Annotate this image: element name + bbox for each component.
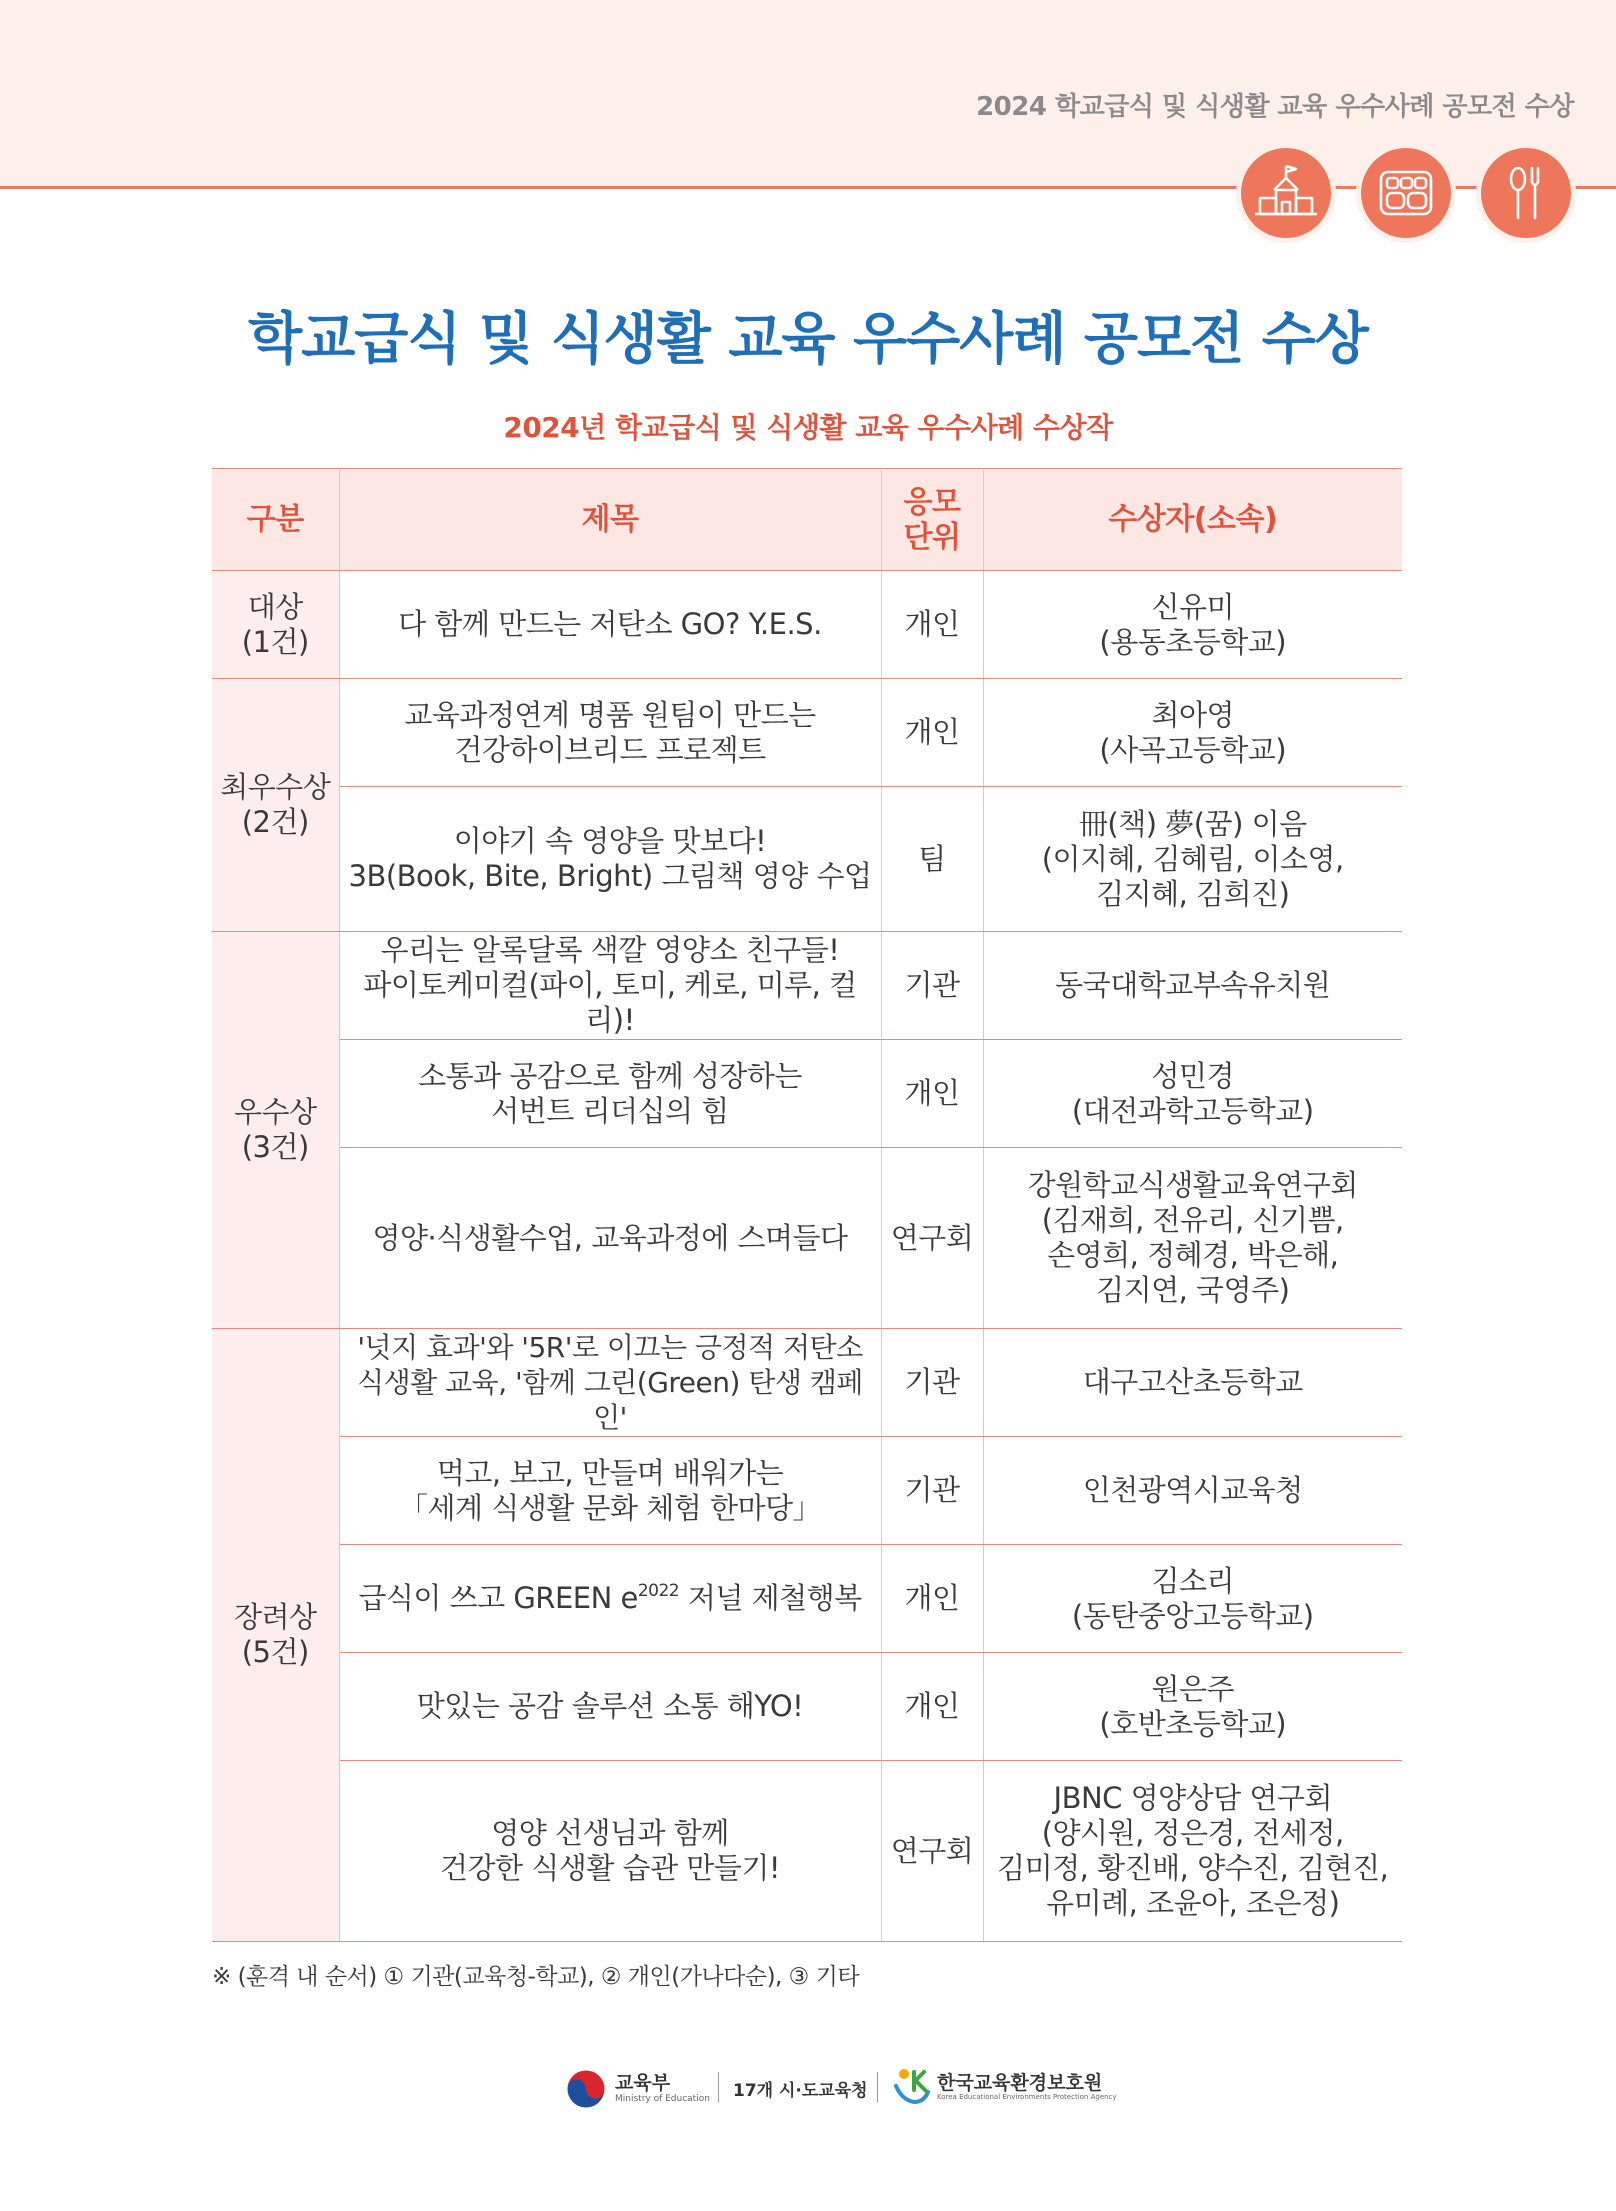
moe-taegeuk-icon <box>565 2068 607 2110</box>
award-title: 맛있는 공감 솔루션 소통 해YO! <box>339 1653 881 1761</box>
table-row <box>212 1040 1402 1148</box>
ordering-note: ※ (훈격 내 순서) ① 기관(교육청-학교), ② 개인(가나다순), ③ 기타 <box>212 1964 860 1990</box>
award-title: 우리는 알록달록 색깔 영양소 친구들! 파이토케미컬(파이, 토미, 케로, 미루, 컬리)! <box>339 932 881 1040</box>
entry-unit: 연구회 <box>881 1148 983 1329</box>
award-title: 먹고, 보고, 만들며 배워가는 「세계 식생활 문화 체험 한마당」 <box>339 1437 881 1545</box>
entry-unit: 개인 <box>881 679 983 787</box>
award-winner: 인천광역시교육청 <box>983 1437 1402 1545</box>
award-title: 영양 선생님과 함께 건강한 식생활 습관 만들기! <box>339 1761 881 1942</box>
table-row <box>212 1545 1402 1653</box>
table-row <box>212 571 1402 679</box>
footer-education-offices: 17개 시·도교육청 <box>733 2081 868 2101</box>
table-row <box>212 932 1402 1040</box>
entry-unit: 연구회 <box>881 1761 983 1942</box>
category-cell-usu: 우수상 (3건) <box>212 932 339 1329</box>
award-winner: 신유미 (용동초등학교) <box>983 571 1402 679</box>
award-winner: 성민경 (대전과학고등학교) <box>983 1040 1402 1148</box>
table-header-row <box>212 469 1402 571</box>
entry-unit: 개인 <box>881 1545 983 1653</box>
award-winner: JBNC 영양상담 연구회 (양시원, 정은경, 전세정, 김미정, 황진배, 양수진, 김현진, 유미례, 조윤아, 조은정) <box>983 1761 1402 1942</box>
footer-divider <box>877 2072 878 2102</box>
table-row <box>212 1329 1402 1437</box>
award-winner: 대구고산초등학교 <box>983 1329 1402 1437</box>
moe-subtitle: Ministry of Education <box>615 2094 710 2104</box>
entry-unit: 기관 <box>881 932 983 1040</box>
award-title-main: 급식이 쓰고 GREEN e <box>358 1581 638 1615</box>
award-title: 영양·식생활수업, 교육과정에 스며들다 <box>339 1148 881 1329</box>
award-winner: 김소리 (동탄중앙고등학교) <box>983 1545 1402 1653</box>
table-row <box>212 787 1402 932</box>
keep-logo-icon <box>890 2064 934 2108</box>
award-title: 이야기 속 영양을 맛보다! 3B(Book, Bite, Bright) 그림책 영양 수업 <box>339 787 881 932</box>
table-subtitle: 2024년 학교급식 및 식생활 교육 우수사례 수상작 <box>503 411 1113 444</box>
entry-unit: 기관 <box>881 1329 983 1437</box>
table-row <box>212 1148 1402 1329</box>
spoon-fork-icon <box>1481 148 1571 238</box>
table-row <box>212 1653 1402 1761</box>
award-winner: 동국대학교부속유치원 <box>983 932 1402 1040</box>
award-winner: 최아영 (사곡고등학교) <box>983 679 1402 787</box>
entry-unit: 개인 <box>881 1653 983 1761</box>
award-winner: 冊(책) 夢(꿈) 이음 (이지혜, 김혜림, 이소영, 김지혜, 김희진) <box>983 787 1402 932</box>
category-cell-choeu: 최우수상 (2건) <box>212 679 339 932</box>
entry-unit: 개인 <box>881 571 983 679</box>
page-title: 학교급식 및 식생활 교육 우수사례 공모전 수상 <box>248 307 1368 372</box>
footer <box>0 2062 1616 2112</box>
category-cell-daesang: 대상 (1건) <box>212 571 339 679</box>
entry-unit: 개인 <box>881 1040 983 1148</box>
award-title: 소통과 공감으로 함께 성장하는 서번트 리더십의 힘 <box>339 1040 881 1148</box>
table-row <box>212 679 1402 787</box>
header-winner: 수상자(소속) <box>983 469 1402 571</box>
award-title: '넛지 효과'와 '5R'로 이끄는 긍정적 저탄소 식생활 교육, '함께 그린(Green) 탄생 캠페인' <box>339 1329 881 1437</box>
header-unit: 응모 단위 <box>881 469 983 571</box>
table-row <box>212 1761 1402 1942</box>
category-cell-jangnyeo: 장려상 (5건) <box>212 1329 339 1942</box>
moe-name: 교육부 <box>615 2072 671 2094</box>
award-title <box>339 1545 881 1653</box>
awards-table <box>212 468 1402 1942</box>
header-category: 구분 <box>212 469 339 571</box>
award-winner: 강원학교식생활교육연구회 (김재희, 전유리, 신기쁨, 손영희, 정혜경, 박은해, 김지연, 국영주) <box>983 1148 1402 1329</box>
keep-subtitle: Korea Educational Environments Protection Agency <box>937 2093 1117 2101</box>
school-icon <box>1241 148 1331 238</box>
footer-divider <box>718 2072 719 2102</box>
header-title: 제목 <box>339 469 881 571</box>
table-row <box>212 1437 1402 1545</box>
award-title-superscript: 2022 <box>637 1581 680 1601</box>
award-title: 교육과정연계 명품 원팀이 만드는 건강하이브리드 프로젝트 <box>339 679 881 787</box>
keep-name: 한국교육환경보호원 <box>937 2072 1103 2094</box>
entry-unit: 기관 <box>881 1437 983 1545</box>
entry-unit: 팀 <box>881 787 983 932</box>
meal-tray-icon <box>1361 148 1451 238</box>
award-title: 다 함께 만드는 저탄소 GO? Y.E.S. <box>339 571 881 679</box>
award-title-tail: 저널 제철행복 <box>679 1581 862 1615</box>
award-winner: 원은주 (호반초등학교) <box>983 1653 1402 1761</box>
header-title: 2024 학교급식 및 식생활 교육 우수사례 공모전 수상 <box>976 92 1574 122</box>
